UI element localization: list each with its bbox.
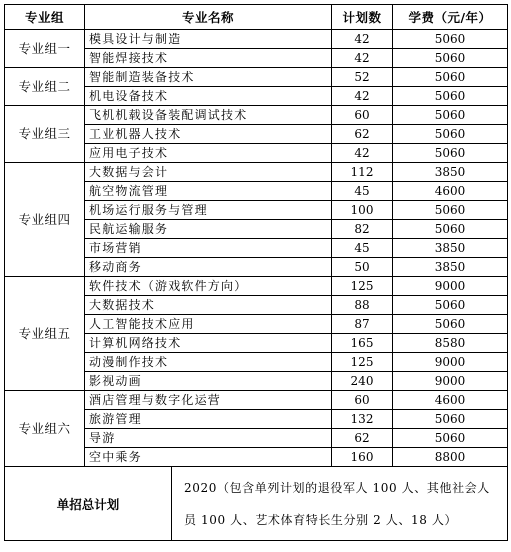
plan-count-cell: 50: [332, 258, 393, 277]
tuition-fee-cell: 5060: [393, 410, 508, 429]
plan-count-cell: 60: [332, 106, 393, 125]
group-name-cell: 专业组一: [5, 30, 85, 68]
tuition-fee-cell: 5060: [393, 220, 508, 239]
header-major: 专业名称: [85, 5, 332, 30]
major-name-cell: 影视动画: [85, 372, 332, 391]
tuition-fee-cell: 5060: [393, 201, 508, 220]
major-name-cell: 大数据技术: [85, 296, 332, 315]
tuition-fee-cell: 3850: [393, 163, 508, 182]
major-name-cell: 软件技术（游戏软件方向）: [85, 277, 332, 296]
plan-count-cell: 60: [332, 391, 393, 410]
plan-count-cell: 240: [332, 372, 393, 391]
major-name-cell: 模具设计与制造: [85, 30, 332, 49]
tuition-fee-cell: 5060: [393, 49, 508, 68]
tuition-fee-cell: 5060: [393, 68, 508, 87]
major-name-cell: 计算机网络技术: [85, 334, 332, 353]
tuition-fee-cell: 5060: [393, 30, 508, 49]
major-name-cell: 动漫制作技术: [85, 353, 332, 372]
major-name-cell: 飞机机载设备装配调试技术: [85, 106, 332, 125]
plan-count-cell: 42: [332, 144, 393, 163]
major-name-cell: 航空物流管理: [85, 182, 332, 201]
tuition-fee-cell: 4600: [393, 182, 508, 201]
major-name-cell: 应用电子技术: [85, 144, 332, 163]
tuition-fee-cell: 9000: [393, 372, 508, 391]
plan-count-cell: 42: [332, 49, 393, 68]
table-body: [5, 30, 508, 541]
plan-count-cell: 112: [332, 163, 393, 182]
plan-count-cell: 52: [332, 68, 393, 87]
tuition-fee-cell: 9000: [393, 353, 508, 372]
plan-count-cell: 87: [332, 315, 393, 334]
plan-count-cell: 62: [332, 125, 393, 144]
tuition-fee-cell: 8800: [393, 448, 508, 467]
plan-count-cell: 165: [332, 334, 393, 353]
table-header-row: [5, 5, 508, 30]
group-name-cell: 专业组六: [5, 391, 85, 467]
group-name-cell: 专业组四: [5, 163, 85, 277]
major-name-cell: 大数据与会计: [85, 163, 332, 182]
tuition-fee-cell: 4600: [393, 391, 508, 410]
major-name-cell: 民航运输服务: [85, 220, 332, 239]
tuition-fee-cell: 5060: [393, 144, 508, 163]
plan-count-cell: 160: [332, 448, 393, 467]
plan-count-cell: 62: [332, 429, 393, 448]
summary-row: [5, 467, 508, 541]
header-plan: 计划数: [332, 5, 393, 30]
major-name-cell: 机电设备技术: [85, 87, 332, 106]
plan-count-cell: 88: [332, 296, 393, 315]
plan-count-cell: 42: [332, 30, 393, 49]
tuition-fee-cell: 5060: [393, 106, 508, 125]
group-name-cell: 专业组二: [5, 68, 85, 106]
group-name-cell: 专业组三: [5, 106, 85, 163]
plan-count-cell: 45: [332, 239, 393, 258]
table-row: [5, 68, 508, 87]
header-group: 专业组: [5, 5, 85, 30]
tuition-fee-cell: 3850: [393, 258, 508, 277]
summary-box: [5, 467, 507, 540]
plan-count-cell: 45: [332, 182, 393, 201]
tuition-fee-cell: 5060: [393, 429, 508, 448]
group-name-cell: 专业组五: [5, 277, 85, 391]
major-name-cell: 智能制造装备技术: [85, 68, 332, 87]
table-row: [5, 277, 508, 296]
plan-count-cell: 125: [332, 277, 393, 296]
major-name-cell: 智能焊接技术: [85, 49, 332, 68]
tuition-fee-cell: 5060: [393, 125, 508, 144]
table-row: [5, 163, 508, 182]
plan-count-cell: 42: [332, 87, 393, 106]
tuition-fee-cell: 9000: [393, 277, 508, 296]
plan-count-cell: 125: [332, 353, 393, 372]
summary-label: 单招总计划: [5, 467, 172, 540]
table-row: [5, 391, 508, 410]
tuition-fee-cell: 5060: [393, 315, 508, 334]
enrollment-plan-table: [4, 4, 508, 541]
major-name-cell: 酒店管理与数字化运营: [85, 391, 332, 410]
tuition-fee-cell: 5060: [393, 87, 508, 106]
tuition-fee-cell: 5060: [393, 296, 508, 315]
plan-count-cell: 82: [332, 220, 393, 239]
major-name-cell: 旅游管理: [85, 410, 332, 429]
major-name-cell: 工业机器人技术: [85, 125, 332, 144]
table-row: [5, 106, 508, 125]
tuition-fee-cell: 3850: [393, 239, 508, 258]
table-row: [5, 30, 508, 49]
plan-count-cell: 100: [332, 201, 393, 220]
major-name-cell: 市场营销: [85, 239, 332, 258]
major-name-cell: 机场运行服务与管理: [85, 201, 332, 220]
tuition-fee-cell: 8580: [393, 334, 508, 353]
summary-cell: [5, 467, 508, 541]
header-fee: 学费（元/年）: [393, 5, 508, 30]
major-name-cell: 人工智能技术应用: [85, 315, 332, 334]
major-name-cell: 导游: [85, 429, 332, 448]
major-name-cell: 空中乘务: [85, 448, 332, 467]
summary-text: 2020（包含单列计划的退役军人 100 人、其他社会人员 100 人、艺术体育特长生分别 2 人、18 人）: [184, 480, 490, 527]
plan-count-cell: 132: [332, 410, 393, 429]
major-name-cell: 移动商务: [85, 258, 332, 277]
